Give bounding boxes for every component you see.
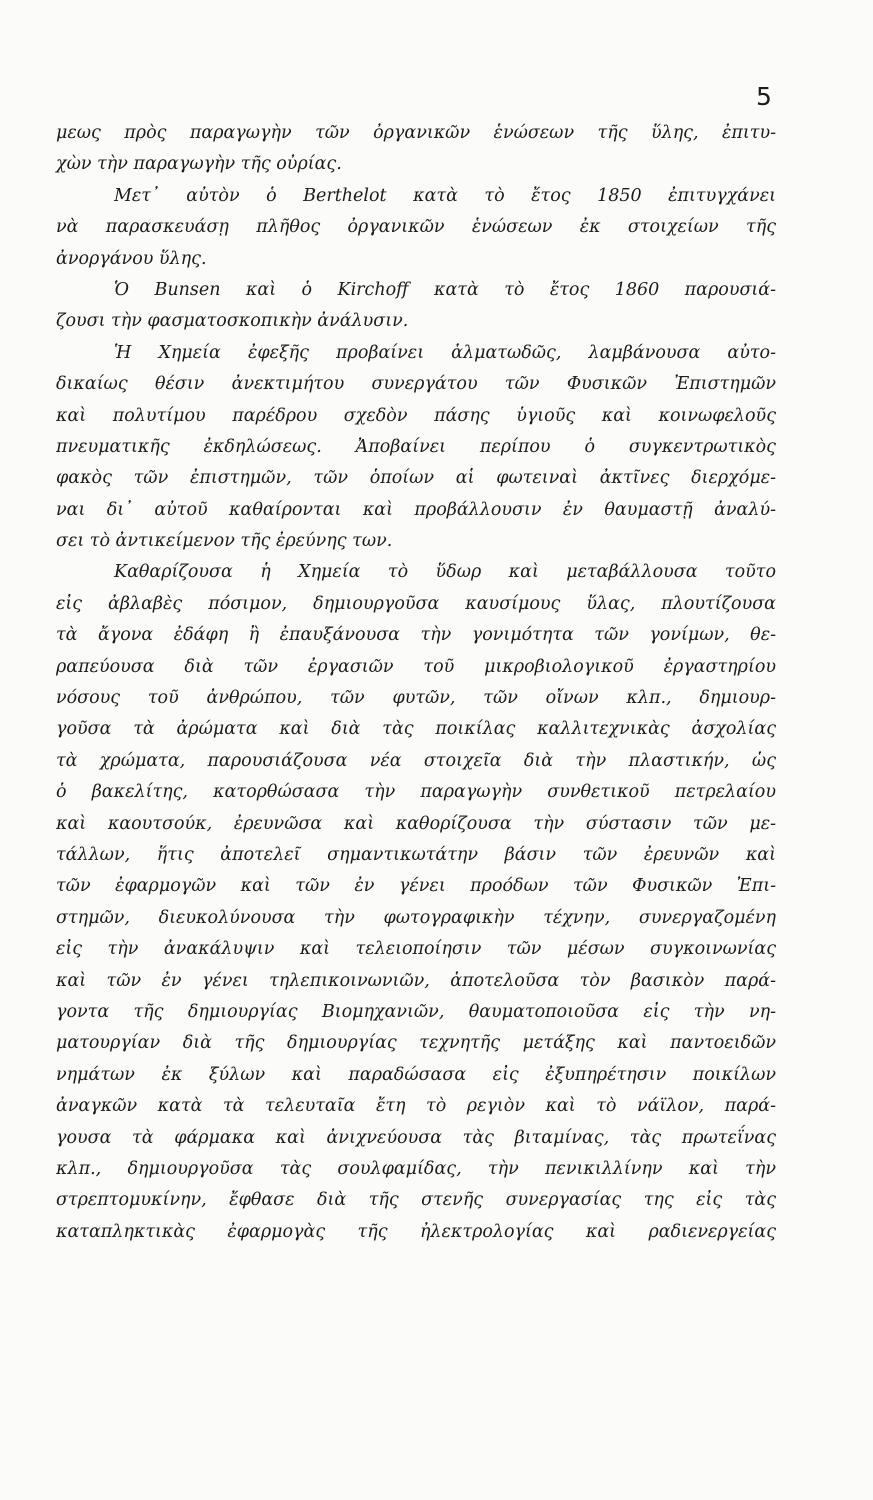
text-line: εἰς ἀβλαβὲς πόσιμον, δημιουργοῦσα καυσίμους ὕλας, πλουτίζουσα	[56, 593, 776, 614]
text-line: τὰ χρώματα, παρουσιάζουσα νέα στοιχεῖα διὰ τὴν πλαστικήν, ὡς	[56, 750, 776, 771]
text-line: γοῦσα τὰ ἀρώματα καὶ διὰ τὰς ποικίλας καλλιτεχνικὰς ἀσχολίας	[56, 719, 776, 740]
text-line: τῶν ἐφαρμογῶν καὶ τῶν ἐν γένει προόδων τῶν Φυσικῶν Ἐπι-	[56, 876, 776, 897]
text-line: καταπληκτικὰς ἐφαρμογὰς τῆς ἠλεκτρολογίας καὶ ραδιενεργείας	[56, 1221, 776, 1242]
text-line: καὶ καουτσούκ, ἐρευνῶσα καὶ καθορίζουσα τὴν σύστασιν τῶν με-	[56, 813, 776, 834]
text-line: ματουργίαν διὰ τῆς δημιουργίας τεχνητῆς μετάξης καὶ παντοειδῶν	[56, 1033, 776, 1054]
page-text	[56, 118, 776, 1248]
text-line: νημάτων ἐκ ξύλων καὶ παραδώσασα εἰς ἐξυπηρέτησιν ποικίλων	[56, 1064, 776, 1085]
text-line: Ἡ Χημεία ἐφεξῆς προβαίνει ἁλματωδῶς, λαμβάνουσα αὐτο-	[114, 342, 776, 363]
text-line: ὁ βακελίτης, κατορθώσασα τὴν παραγωγὴν συνθετικοῦ πετρελαίου	[56, 782, 776, 803]
text-line: ἀναγκῶν κατὰ τὰ τελευταῖα ἔτη τὸ ρεγιὸν καὶ τὸ νάϊλον, παρά-	[56, 1096, 776, 1117]
text-line: καὶ πολυτίμου παρέδρου σχεδὸν πάσης ὑγιοῦς καὶ κοινωφελοῦς	[56, 405, 776, 426]
text-line: γοντα τῆς δημιουργίας Βιομηχανιῶν, θαυματοποιοῦσα εἰς τὴν νη-	[56, 1001, 776, 1022]
text-line: πνευματικῆς ἐκδηλώσεως. Ἀποβαίνει περίπου ὁ συγκεντρωτικὸς	[56, 436, 776, 457]
text-line: φακὸς τῶν ἐπιστημῶν, τῶν ὁποίων αἱ φωτειναὶ ἀκτῖνες διερχόμε-	[56, 468, 776, 489]
page-number: 5	[756, 82, 772, 111]
text-line: Μετ᾽ αὐτὸν ὁ Berthelot κατὰ τὸ ἔτος 1850 ἐπιτυγχάνει	[114, 185, 776, 206]
text-line: χὼν τὴν παραγωγὴν τῆς οὐρίας.	[56, 154, 342, 175]
text-line: εἰς τὴν ἀνακάλυψιν καὶ τελειοποίησιν τῶν μέσων συγκοινωνίας	[56, 939, 776, 960]
text-line: μεως πρὸς παραγωγὴν τῶν ὀργανικῶν ἑνώσεων τῆς ὕλης, ἐπιτυ-	[56, 123, 776, 143]
text-line: ναι δι᾽ αὐτοῦ καθαίρονται καὶ προβάλλουσιν ἐν θαυμαστῇ ἀναλύ-	[56, 499, 776, 520]
text-line: νόσους τοῦ ἀνθρώπου, τῶν φυτῶν, τῶν οἴνων κλπ., δημιουρ-	[56, 688, 776, 709]
text-line: ζουσι τὴν φασματοσκοπικὴν ἀνάλυσιν.	[56, 311, 409, 332]
text-line: ραπεύουσα διὰ τῶν ἐργασιῶν τοῦ μικροβιολογικοῦ ἐργαστηρίου	[56, 656, 776, 677]
text-line: κλπ., δημιουργοῦσα τὰς σουλφαμίδας, τὴν πενικιλλίνην καὶ τὴν	[56, 1158, 776, 1179]
text-line: καὶ τῶν ἐν γένει τηλεπικοινωνιῶν, ἀποτελοῦσα τὸν βασικὸν παρά-	[56, 970, 776, 991]
text-line: Καθαρίζουσα ἡ Χημεία τὸ ὕδωρ καὶ μεταβάλλουσα τοῦτο	[114, 562, 776, 583]
text-line: δικαίως θέσιν ἀνεκτιμήτου συνεργάτου τῶν Φυσικῶν Ἐπιστημῶν	[56, 374, 776, 395]
text-line: νὰ παρασκευάσῃ πλῆθος ὀργανικῶν ἑνώσεων ἐκ στοιχείων τῆς	[56, 217, 776, 238]
text-line: Ὁ Bunsen καὶ ὁ Kirchoff κατὰ τὸ ἔτος 1860 παρουσιά-	[114, 279, 776, 300]
text-line: τὰ ἄγονα ἐδάφη ἢ ἐπαυξάνουσα τὴν γονιμότητα τῶν γονίμων, θε-	[56, 625, 776, 646]
text-line: ἀνοργάνου ὕλης.	[56, 248, 207, 269]
text-line: στημῶν, διευκολύνουσα τὴν φωτογραφικὴν τέχνην, συνεργαζομένη	[56, 907, 776, 928]
text-line: τάλλων, ἥτις ἀποτελεῖ σημαντικωτάτην βάσιν τῶν ἐρευνῶν καὶ	[56, 844, 776, 865]
text-line: στρεπτομυκίνην, ἔφθασε διὰ τῆς στενῆς συνεργασίας της εἰς τὰς	[56, 1190, 776, 1211]
text-line: σει τὸ ἀντικείμενον τῆς ἐρεύνης των.	[56, 531, 393, 552]
text-line: γουσα τὰ φάρμακα καὶ ἀνιχνεύουσα τὰς βιταμίνας, τὰς πρωτεΐνας	[56, 1127, 776, 1148]
